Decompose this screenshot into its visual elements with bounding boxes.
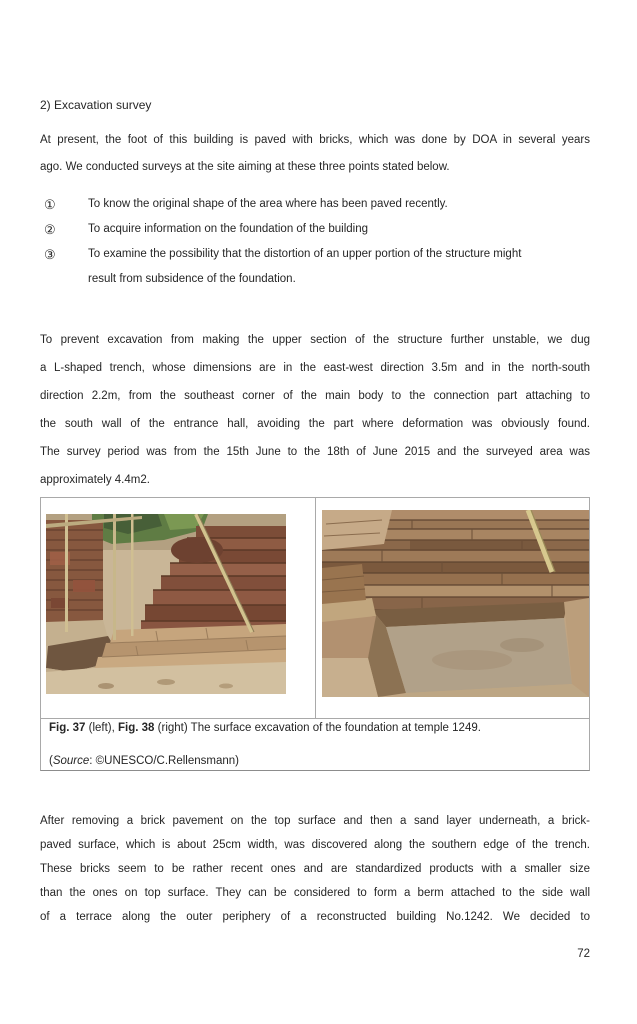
excavation-photo-right [322, 510, 589, 697]
text-line: These bricks seem to be rather recent ones and are standardized products with a smaller size [40, 863, 590, 875]
text-line: paved surface, which is about 25cm width, was discovered along the southern edge of the trench. [40, 839, 590, 851]
figure-caption-row [41, 718, 589, 770]
text-line: ago. We conducted surveys at the site aiming at these three points stated below. [40, 161, 450, 173]
text-line: To examine the possibility that the distortion of an upper portion of the structure might [88, 248, 522, 260]
figure-source-text: : ©UNESCO/C.Rellensmann) [89, 755, 239, 767]
figure-caption-text: (left), [85, 722, 119, 734]
figure-source-text: ( [49, 755, 53, 767]
text-line: The survey period was from the 15th June to the 18th of June 2015 and the surveyed area was [40, 446, 590, 458]
figure-photo-row [41, 498, 589, 718]
paragraph-findings [40, 809, 590, 929]
excavation-photo-left [46, 514, 286, 694]
page-content [40, 0, 590, 929]
text-line: direction 2.2m, from the southeast corner of the main body to the connection part attaching to [40, 390, 590, 402]
text-line: result from subsidence of the foundation. [88, 273, 296, 285]
text-line: To know the original shape of the area where has been paved recently. [88, 198, 448, 210]
paragraph-trench [40, 326, 590, 494]
text-line: To acquire information on the foundation of the building [88, 223, 369, 235]
figure-table [40, 497, 590, 771]
figure-cell-right [316, 498, 589, 718]
circled-number-3: ③ [44, 247, 56, 262]
text-line: of a terrace along the outer periphery of a reconstructed building No.1242. We decided to [40, 911, 590, 923]
list-item-text [88, 192, 590, 217]
text-line: a L-shaped trench, whose dimensions are in the east-west direction 3.5m and in the north-south [40, 362, 590, 374]
text-line: At present, the foot of this building is paved with bricks, which was done by DOA in several years [40, 134, 590, 146]
text-line: the south wall of the entrance hall, avoiding the part where deformation was obviously found. [40, 418, 590, 430]
figure-caption [49, 721, 581, 736]
text-line: approximately 4.4m2. [40, 474, 150, 486]
section-heading: 2) Excavation survey [40, 98, 152, 112]
figure-source [49, 754, 581, 769]
figure-caption-fig38: Fig. 38 [118, 722, 155, 734]
circled-number-2: ② [44, 222, 56, 237]
figure-caption-text: (right) The surface excavation of the foundation at temple 1249. [154, 722, 481, 734]
paragraph-intro [40, 127, 590, 181]
figure-source-word: Source [52, 755, 90, 767]
circled-number-1: ① [44, 197, 56, 212]
figure-cell-left [41, 498, 316, 718]
text-line: than the ones on top surface. They can be considered to form a berm attached to the side wall [40, 887, 590, 899]
figure-caption-fig37: Fig. 37 [49, 722, 86, 734]
page-number: 72 [577, 948, 590, 960]
list-item-text [88, 217, 590, 242]
text-line: After removing a brick pavement on the top surface and then a sand layer underneath, a brick- [40, 815, 590, 827]
text-line: To prevent excavation from making the upper section of the structure further unstable, we dug [40, 334, 590, 346]
list-item-text [88, 242, 590, 292]
list-item [40, 217, 590, 242]
list-item [40, 192, 590, 217]
list-item [40, 242, 590, 292]
survey-points-list [40, 192, 590, 292]
